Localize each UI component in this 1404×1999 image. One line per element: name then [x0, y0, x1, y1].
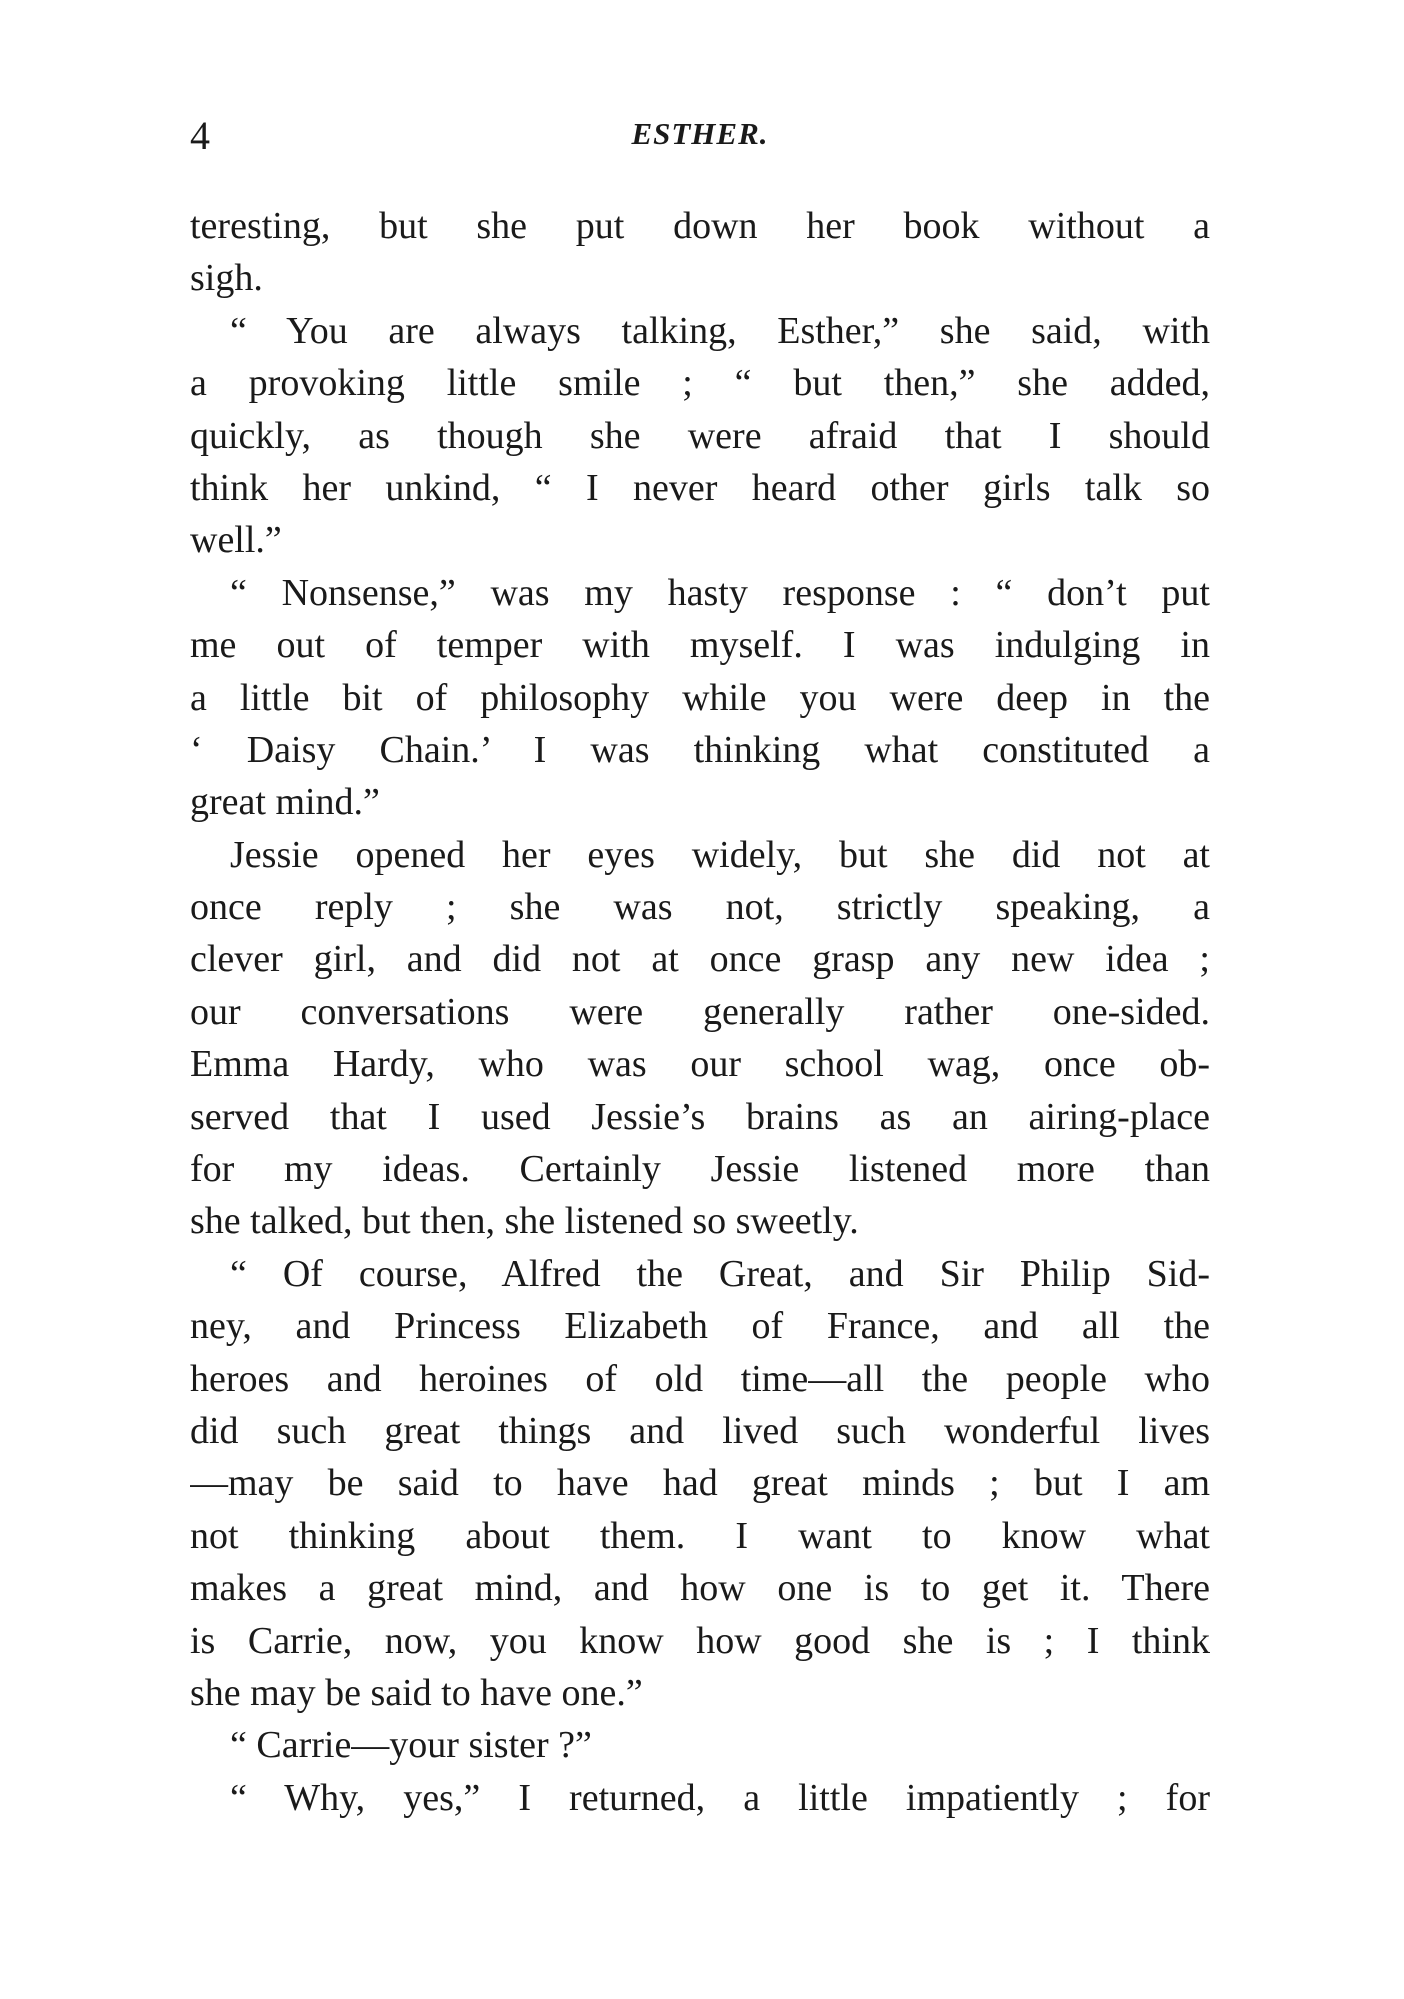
text-line: quickly, as though she were afraid that I should — [190, 414, 1210, 457]
running-title: ESTHER. — [631, 116, 769, 151]
text-line: is Carrie, now, you know how good she is ; I think — [190, 1619, 1210, 1662]
text-line: she may be said to have one.” — [190, 1671, 643, 1714]
text-line: great mind.” — [190, 781, 380, 824]
text-line: our conversations were generally rather one-sided. — [190, 990, 1210, 1033]
text-line: “ You are always talking, Esther,” she said, with — [230, 309, 1210, 352]
text-line: not thinking about them. I want to know what — [190, 1514, 1210, 1557]
text-line: —may be said to have had great minds ; but I am — [190, 1462, 1210, 1505]
text-line: she talked, but then, she listened so sweetly. — [190, 1200, 859, 1243]
text-line: “ Nonsense,” was my hasty response : “ don’t put — [230, 571, 1210, 614]
body-text — [190, 200, 1210, 1824]
text-line: once reply ; she was not, strictly speaking, a — [190, 886, 1210, 929]
text-line: think her unkind, “ I never heard other girls talk so — [190, 466, 1210, 509]
text-line: teresting, but she put down her book without a — [190, 205, 1210, 247]
text-line: “ Why, yes,” I returned, a little impatiently ; for — [230, 1776, 1210, 1819]
text-line: served that I used Jessie’s brains as an airing-place — [190, 1095, 1210, 1138]
text-line: well.” — [190, 519, 282, 562]
text-line: a little bit of philosophy while you were deep in the — [190, 676, 1210, 719]
text-line: a provoking little smile ; “ but then,” she added, — [190, 362, 1210, 405]
running-head — [190, 112, 1210, 162]
text-line: for my ideas. Certainly Jessie listened more than — [190, 1148, 1210, 1191]
text-line: sigh. — [190, 257, 263, 300]
text-line: did such great things and lived such wonderful lives — [190, 1409, 1210, 1452]
text-line: makes a great mind, and how one is to get it. There — [190, 1567, 1210, 1610]
page-number: 4 — [190, 113, 210, 158]
text-line: heroes and heroines of old time—all the people who — [190, 1357, 1210, 1400]
text-line: ney, and Princess Elizabeth of France, and all the — [190, 1305, 1210, 1348]
text-line: me out of temper with myself. I was indulging in — [190, 624, 1210, 667]
text-line: Jessie opened her eyes widely, but she did not at — [230, 833, 1210, 876]
text-line: “ Of course, Alfred the Great, and Sir Philip Sid- — [230, 1252, 1210, 1295]
text-line: “ Carrie—your sister ?” — [230, 1724, 592, 1767]
text-line: Emma Hardy, who was our school wag, once ob- — [190, 1043, 1210, 1086]
text-line: ‘ Daisy Chain.’ I was thinking what constituted a — [190, 728, 1210, 771]
text-line: clever girl, and did not at once grasp any new idea ; — [190, 938, 1210, 981]
